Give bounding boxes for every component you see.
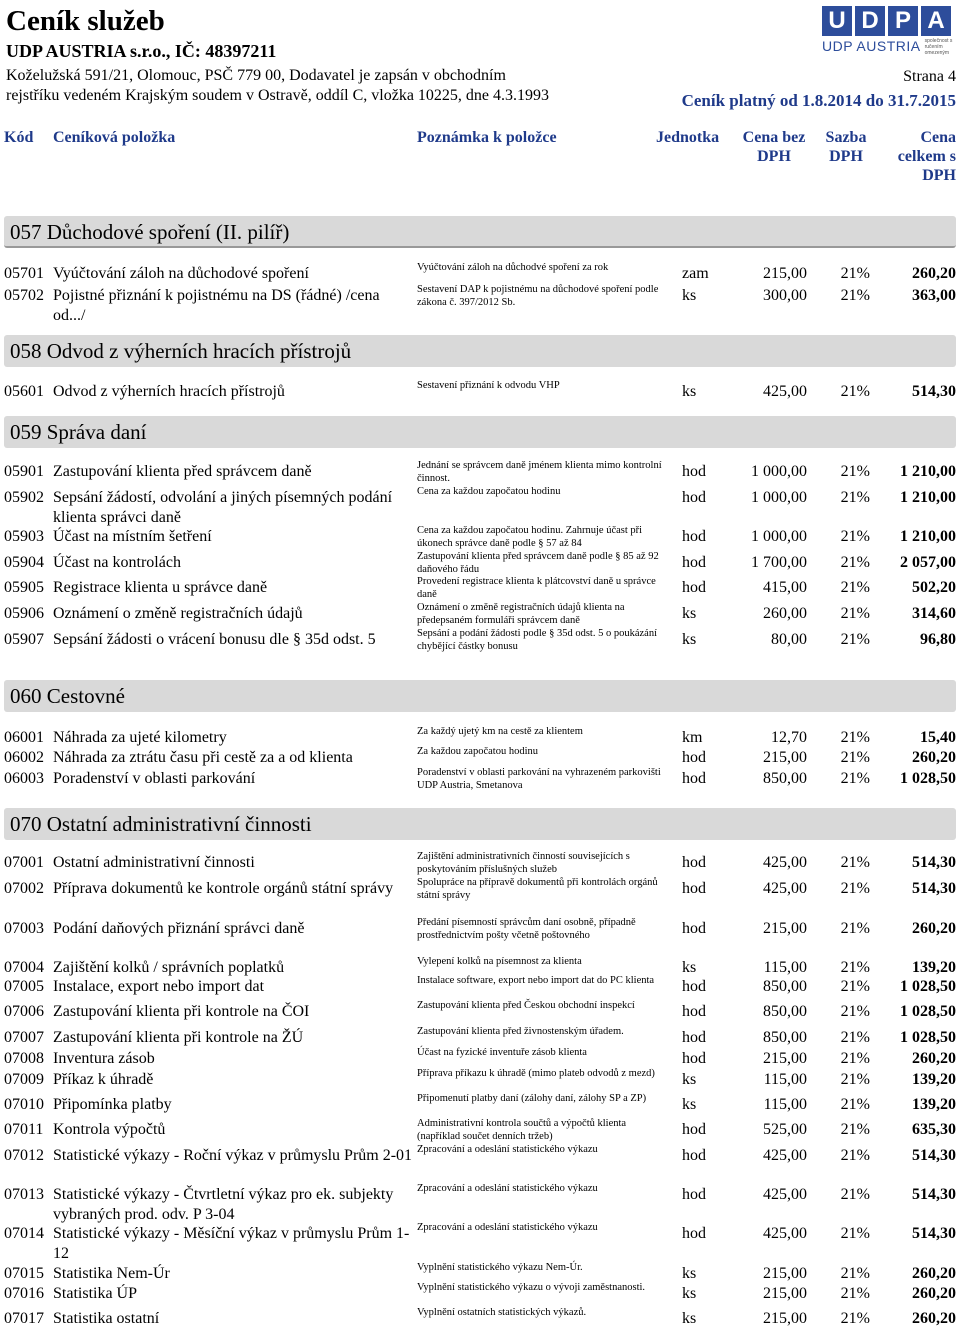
item-vat-rate: 21%	[840, 920, 870, 937]
col-unit: Jednotka	[656, 129, 720, 146]
item-unit: hod	[682, 1186, 706, 1203]
item-note: Zpracování a odeslání statistického výkazu	[417, 1222, 598, 1233]
item-vat-rate: 21%	[840, 605, 870, 622]
validity-period: Ceník platný od 1.8.2014 do 31.7.2015	[681, 91, 956, 110]
item-price-with-vat: 514,30	[912, 1225, 956, 1242]
item-vat-rate: 21%	[840, 463, 870, 480]
item-price-without-vat: 215,00	[763, 1050, 807, 1067]
item-code: 07010	[4, 1096, 44, 1113]
item-unit: hod	[682, 528, 706, 545]
item-vat-rate: 21%	[840, 265, 870, 282]
item-vat-rate: 21%	[840, 978, 870, 995]
item-price-with-vat: 514,30	[912, 383, 956, 400]
logo-letter: D	[855, 6, 885, 36]
item-vat-rate: 21%	[840, 1225, 870, 1242]
item-name: Statistické výkazy - Měsíční výkaz v průmyslu Prům 1-12	[53, 1225, 410, 1262]
item-code: 07013	[4, 1186, 44, 1203]
item-vat-rate: 21%	[840, 1186, 870, 1203]
item-code: 07007	[4, 1029, 44, 1046]
item-code: 07016	[4, 1285, 44, 1302]
item-price-without-vat: 115,00	[763, 1096, 807, 1113]
item-code: 05904	[4, 554, 44, 571]
item-price-without-vat: 850,00	[763, 978, 807, 995]
item-unit: hod	[682, 978, 706, 995]
item-unit: km	[682, 729, 703, 746]
col-total-line-3: DPH	[922, 167, 956, 184]
item-vat-rate: 21%	[840, 287, 870, 304]
item-unit: ks	[682, 287, 697, 304]
item-name: Statistika ÚP	[53, 1285, 138, 1302]
item-name: Zastupování klienta před správcem daně	[53, 463, 312, 480]
item-name: Instalace, export nebo import dat	[53, 978, 265, 995]
item-price-without-vat: 850,00	[763, 770, 807, 787]
item-vat-rate: 21%	[840, 528, 870, 545]
item-note: Cena za každou započatou hodinu. Zahrnuje účast při úkonech správce daně podle § 57 až 84	[417, 525, 643, 549]
item-note: Sestavení DAP k pojistnému na důchodové spoření podle zákona č. 397/2012 Sb.	[417, 284, 659, 308]
item-unit: hod	[682, 1121, 706, 1138]
item-name: Statistika Nem-Úr	[53, 1265, 170, 1282]
item-price-with-vat: 1 210,00	[900, 463, 956, 480]
item-price-without-vat: 1 000,00	[751, 463, 807, 480]
col-total	[886, 128, 956, 185]
item-price-with-vat: 139,20	[912, 1071, 956, 1088]
item-vat-rate: 21%	[840, 880, 870, 897]
item-code: 07011	[4, 1121, 44, 1138]
item-price-without-vat: 260,00	[763, 605, 807, 622]
col-vat	[820, 128, 872, 166]
item-price-with-vat: 514,30	[912, 1186, 956, 1203]
item-code: 07008	[4, 1050, 44, 1067]
item-name: Náhrada za ujeté kilometry	[53, 729, 227, 746]
item-vat-rate: 21%	[840, 1310, 870, 1327]
item-name: Zajištění kolků / správních poplatků	[53, 959, 285, 976]
item-name: Registrace klienta u správce daně	[53, 579, 268, 596]
item-vat-rate: 21%	[840, 1096, 870, 1113]
item-price-without-vat: 215,00	[763, 1310, 807, 1327]
udp-austria-logo	[822, 6, 958, 62]
item-price-without-vat: 1 700,00	[751, 554, 807, 571]
item-price-without-vat: 415,00	[763, 579, 807, 596]
item-note: Provedení registrace klienta k plátcovství daně u správce daně	[417, 576, 656, 600]
section-heading: 060 Cestovné	[4, 680, 956, 712]
company-name: UDP AUSTRIA s.r.o., IČ: 48397211	[6, 41, 277, 61]
section-heading: 070 Ostatní administrativní činnosti	[4, 808, 956, 840]
item-unit: ks	[682, 1285, 697, 1302]
col-total-line-2: celkem s	[897, 148, 956, 165]
item-code: 07002	[4, 880, 44, 897]
item-code: 07006	[4, 1003, 44, 1020]
item-note: Vyúčtování záloh na důchodvé spoření za rok	[417, 262, 609, 273]
item-price-without-vat: 215,00	[763, 749, 807, 766]
item-price-without-vat: 850,00	[763, 1029, 807, 1046]
item-unit: hod	[682, 1003, 706, 1020]
item-note: Zastupování klienta před správcem daně podle § 85 až 92 daňového řádu	[417, 551, 659, 575]
item-price-with-vat: 260,20	[912, 265, 956, 282]
item-price-without-vat: 425,00	[763, 1225, 807, 1242]
page-title: Ceník služeb	[6, 5, 165, 37]
item-price-without-vat: 215,00	[763, 265, 807, 282]
item-name: Účast na kontrolách	[53, 554, 181, 571]
item-vat-rate: 21%	[840, 854, 870, 871]
item-unit: hod	[682, 854, 706, 871]
item-unit: ks	[682, 959, 697, 976]
item-price-without-vat: 850,00	[763, 1003, 807, 1020]
item-code: 05902	[4, 489, 44, 506]
item-code: 07012	[4, 1147, 44, 1164]
col-total-line-1: Cena	[920, 129, 956, 146]
item-name: Oznámení o změně registračních údajů	[53, 605, 303, 622]
item-note: Předání písemností správcům daní osobně, případně prostřednictvím pošty včetně poštovného	[417, 917, 636, 941]
item-note: Vylepení kolků na písemnost za klienta	[417, 956, 582, 967]
page-number: Strana 4	[903, 68, 956, 85]
item-vat-rate: 21%	[840, 1050, 870, 1067]
item-price-with-vat: 139,20	[912, 959, 956, 976]
item-price-without-vat: 300,00	[763, 287, 807, 304]
item-code: 05907	[4, 631, 44, 648]
item-price-with-vat: 514,30	[912, 880, 956, 897]
item-name: Poradenství v oblasti parkování	[53, 770, 256, 787]
item-unit: ks	[682, 1265, 697, 1282]
item-code: 07003	[4, 920, 44, 937]
item-note: Za každý ujetý km na cestě za klientem	[417, 726, 583, 737]
col-note: Poznámka k položce	[417, 129, 557, 146]
item-price-with-vat: 2 057,00	[900, 554, 956, 571]
item-name: Ostatní administrativní činnosti	[53, 854, 255, 871]
logo-letter: P	[888, 6, 918, 36]
item-name: Inventura zásob	[53, 1050, 155, 1067]
item-note: Jednání se správcem daně jménem klienta mimo kontrolní činnost.	[417, 460, 662, 484]
item-name: Zastupování klienta při kontrole na ČOI	[53, 1003, 310, 1020]
item-vat-rate: 21%	[840, 1121, 870, 1138]
item-unit: hod	[682, 1050, 706, 1067]
item-code: 05601	[4, 383, 44, 400]
item-price-without-vat: 1 000,00	[751, 528, 807, 545]
item-note: Vyplnění ostatních statistických výkazů.	[417, 1307, 587, 1318]
item-code: 05901	[4, 463, 44, 480]
item-note: Účast na fyzické inventuře zásob klienta	[417, 1047, 587, 1058]
item-vat-rate: 21%	[840, 1003, 870, 1020]
item-name: Vyúčtování záloh na důchodové spoření	[53, 265, 309, 282]
item-unit: hod	[682, 749, 706, 766]
item-name: Kontrola výpočtů	[53, 1121, 166, 1138]
item-vat-rate: 21%	[840, 1071, 870, 1088]
item-unit: ks	[682, 1310, 697, 1327]
item-note: Vyplnění statistického výkazu o vývoji zaměstnanosti.	[417, 1282, 646, 1293]
item-name: Příprava dokumentů ke kontrole orgánů státní správy	[53, 880, 394, 897]
col-price-line-2: DPH	[757, 148, 791, 165]
item-name: Sepsání žádosti o vrácení bonusu dle § 35d odst. 5	[53, 631, 376, 648]
item-price-with-vat: 1 210,00	[900, 528, 956, 545]
item-price-with-vat: 1 028,50	[900, 1029, 956, 1046]
item-price-without-vat: 80,00	[771, 631, 807, 648]
company-address-line-1: Koželužská 591/21, Olomouc, PSČ 779 00, Dodavatel je zapsán v obchodním	[6, 67, 506, 84]
item-price-with-vat: 260,20	[912, 920, 956, 937]
col-code: Kód	[4, 129, 34, 146]
item-price-with-vat: 502,20	[912, 579, 956, 596]
item-price-without-vat: 425,00	[763, 854, 807, 871]
item-note: Zajištění administrativních činností souvisejících s poskytováním příslušných služeb	[417, 851, 630, 875]
item-code: 05903	[4, 528, 44, 545]
item-unit: ks	[682, 1096, 697, 1113]
item-code: 07015	[4, 1265, 44, 1282]
item-code: 07017	[4, 1310, 44, 1327]
item-code: 07001	[4, 854, 44, 871]
item-vat-rate: 21%	[840, 489, 870, 506]
item-price-without-vat: 425,00	[763, 383, 807, 400]
item-vat-rate: 21%	[840, 959, 870, 976]
item-price-with-vat: 15,40	[920, 729, 956, 746]
item-note: Sepsání a podání žádosti podle § 35d odst. 5 o poukázání chybějící částky bonusu	[417, 628, 657, 652]
item-vat-rate: 21%	[840, 554, 870, 571]
item-price-without-vat: 215,00	[763, 1285, 807, 1302]
item-price-with-vat: 1 028,50	[900, 1003, 956, 1020]
section-heading: 057 Důchodové spoření (II. pilíř)	[4, 216, 956, 248]
item-note: Zpracování a odeslání statistického výkazu	[417, 1183, 598, 1194]
item-price-without-vat: 215,00	[763, 1265, 807, 1282]
item-unit: hod	[682, 463, 706, 480]
item-note: Za každou započatou hodinu	[417, 746, 538, 757]
item-vat-rate: 21%	[840, 1285, 870, 1302]
item-code: 06003	[4, 770, 44, 787]
item-note: Zpracování a odeslání statistického výkazu	[417, 1144, 598, 1155]
item-unit: hod	[682, 1029, 706, 1046]
col-vat-line-2: DPH	[829, 148, 863, 165]
logo-letter: U	[822, 6, 852, 36]
item-code: 05905	[4, 579, 44, 596]
item-price-with-vat: 260,20	[912, 749, 956, 766]
col-price	[739, 128, 809, 166]
item-unit: hod	[682, 489, 706, 506]
item-price-with-vat: 514,30	[912, 854, 956, 871]
table-header	[0, 128, 960, 188]
item-price-with-vat: 635,30	[912, 1121, 956, 1138]
item-price-with-vat: 139,20	[912, 1096, 956, 1113]
item-unit: hod	[682, 770, 706, 787]
item-note: Oznámení o změně registračních údajů klienta na předepsaném formuláři správcem daně	[417, 602, 625, 626]
item-price-with-vat: 260,20	[912, 1310, 956, 1327]
item-note: Instalace software, export nebo import dat do PC klienta	[417, 975, 655, 986]
section-heading: 059 Správa daní	[4, 416, 956, 448]
item-price-without-vat: 12,70	[771, 729, 807, 746]
section-heading: 058 Odvod z výherních hracích přístrojů	[4, 335, 956, 367]
item-name: Účast na místním šetření	[53, 528, 212, 545]
item-name: Statistické výkazy - Roční výkaz v průmyslu Prům 2-01	[53, 1147, 413, 1164]
item-note: Příprava příkazu k úhradě (mimo plateb odvodů z mezd)	[417, 1068, 655, 1079]
item-note: Spolupráce na přípravě dokumentů při kontrolách orgánů státní správy	[417, 877, 658, 901]
item-vat-rate: 21%	[840, 1265, 870, 1282]
item-note: Sestavení přiznání k odvodu VHP	[417, 380, 560, 391]
item-price-without-vat: 425,00	[763, 1147, 807, 1164]
item-price-with-vat: 1 028,50	[900, 770, 956, 787]
item-unit: hod	[682, 554, 706, 571]
item-code: 05906	[4, 605, 44, 622]
item-code: 07014	[4, 1225, 44, 1242]
item-price-with-vat: 260,20	[912, 1285, 956, 1302]
item-note: Administrativní kontrola součtů a výpočtů klienta (například součet denních tržeb)	[417, 1118, 627, 1142]
item-name: Pojistné přiznání k pojistnému na DS (řádné) /cena od.../	[53, 287, 380, 324]
item-vat-rate: 21%	[840, 770, 870, 787]
col-vat-line-1: Sazba	[825, 129, 867, 146]
item-code: 05701	[4, 265, 44, 282]
item-name: Sepsání žádostí, odvolání a jiných písemných podání klienta správci daně	[53, 489, 393, 526]
item-unit: hod	[682, 880, 706, 897]
item-price-without-vat: 215,00	[763, 920, 807, 937]
item-price-without-vat: 425,00	[763, 1186, 807, 1203]
item-unit: hod	[682, 920, 706, 937]
item-vat-rate: 21%	[840, 1029, 870, 1046]
item-price-with-vat: 314,60	[912, 605, 956, 622]
item-price-without-vat: 1 000,00	[751, 489, 807, 506]
item-name: Odvod z výherních hracích přístrojů	[53, 383, 285, 400]
item-code: 06001	[4, 729, 44, 746]
company-address-line-2: rejstříku vedeném Krajským soudem v Ostravě, oddíl C, vložka 10225, dne 4.3.1993	[6, 87, 550, 104]
item-name: Zastupování klienta při kontrole na ŽÚ	[53, 1029, 304, 1046]
item-unit: hod	[682, 1147, 706, 1164]
item-unit: ks	[682, 605, 697, 622]
item-vat-rate: 21%	[840, 749, 870, 766]
item-code: 05702	[4, 287, 44, 304]
item-note: Vyplnění statistického výkazu Nem-Úr.	[417, 1262, 583, 1273]
item-code: 06002	[4, 749, 44, 766]
item-name: Statistika ostatní	[53, 1310, 160, 1327]
item-note: Cena za každou započatou hodinu	[417, 486, 561, 497]
item-note: Zastupování klienta před živnostenským úřadem.	[417, 1026, 624, 1037]
item-name: Podání daňových přiznání správci daně	[53, 920, 305, 937]
item-name: Náhrada za ztrátu času při cestě za a od klienta	[53, 749, 353, 766]
item-note: Poradenství v oblasti parkování na vyhrazeném parkovišti UDP Austria, Smetanova	[417, 767, 661, 791]
item-unit: zam	[682, 265, 709, 282]
item-vat-rate: 21%	[840, 729, 870, 746]
col-price-line-1: Cena bez	[742, 129, 806, 146]
col-item: Ceníková položka	[53, 129, 176, 146]
item-price-with-vat: 96,80	[920, 631, 956, 648]
logo-letter: A	[921, 6, 951, 36]
item-price-with-vat: 1 028,50	[900, 978, 956, 995]
item-vat-rate: 21%	[840, 1147, 870, 1164]
item-vat-rate: 21%	[840, 383, 870, 400]
item-price-with-vat: 260,20	[912, 1265, 956, 1282]
item-name: Statistické výkazy - Čtvrtletní výkaz pro ek. subjekty vybraných prod. odv. P 3-04	[53, 1186, 394, 1223]
item-unit: ks	[682, 1071, 697, 1088]
item-price-without-vat: 115,00	[763, 1071, 807, 1088]
item-price-without-vat: 115,00	[763, 959, 807, 976]
item-price-with-vat: 514,30	[912, 1147, 956, 1164]
item-price-with-vat: 363,00	[912, 287, 956, 304]
item-name: Příkaz k úhradě	[53, 1071, 154, 1088]
item-price-with-vat: 260,20	[912, 1050, 956, 1067]
item-code: 07009	[4, 1071, 44, 1088]
item-price-without-vat: 525,00	[763, 1121, 807, 1138]
item-unit: ks	[682, 631, 697, 648]
item-price-with-vat: 1 210,00	[900, 489, 956, 506]
item-note: Připomenutí platby daní (zálohy daní, zálohy SP a ZP)	[417, 1093, 647, 1104]
item-vat-rate: 21%	[840, 579, 870, 596]
logo-company-name: UDP AUSTRIA	[822, 38, 921, 54]
item-name: Připomínka platby	[53, 1096, 172, 1113]
item-vat-rate: 21%	[840, 631, 870, 648]
item-code: 07005	[4, 978, 44, 995]
item-unit: hod	[682, 579, 706, 596]
item-price-without-vat: 425,00	[763, 880, 807, 897]
item-unit: hod	[682, 1225, 706, 1242]
item-code: 07004	[4, 959, 44, 976]
logo-tagline: společnost s ručením omezeným	[924, 38, 953, 56]
item-unit: ks	[682, 383, 697, 400]
item-note: Zastupování klienta před Českou obchodní inspekcí	[417, 1000, 635, 1011]
